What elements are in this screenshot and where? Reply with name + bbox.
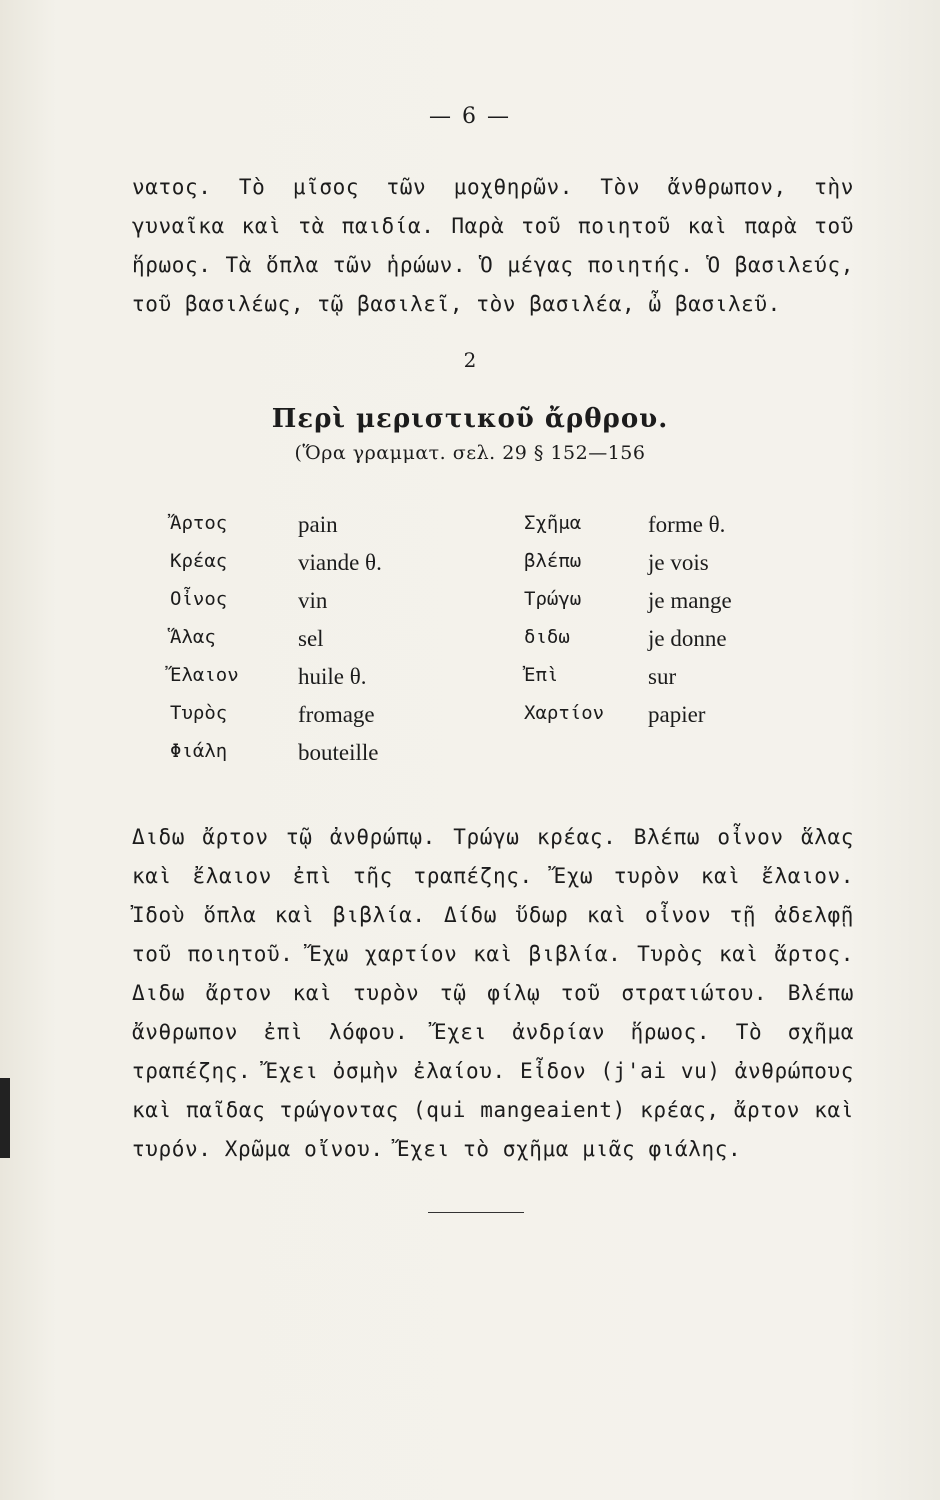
french-word: vin <box>298 588 328 613</box>
french-word: fromage <box>298 702 375 727</box>
paragraph-continuation: νατος. Τὸ μῖσος τῶν μοχθηρῶν. Τὸν ἄνθρωπον, τὴν γυναῖκα καὶ τὰ παιδία. Παρὰ τοῦ ποιητοῦ καὶ παρὰ τοῦ ἥρωος. Τὰ ὅπλα τῶν ἡρώων. Ὁ μέγας ποιητής. Ὁ βασιλεύς, τοῦ βασιλέως, τῷ βασιλεῖ, τὸν βασιλέα, ὦ βασιλεῦ. <box>132 175 854 316</box>
french-word: papier <box>648 702 706 727</box>
french-word: viande θ. <box>298 550 382 575</box>
french-word: huile θ. <box>298 664 367 689</box>
french-word: forme θ. <box>648 512 726 537</box>
greek-word: διδω <box>524 626 570 648</box>
greek-word: Κρέας <box>170 550 228 572</box>
section-title: Περὶ μεριστικοῦ ἄρθρου. <box>271 404 669 434</box>
greek-word: βλέπω <box>524 550 582 572</box>
divider-rule <box>428 1212 524 1213</box>
vocab-row <box>170 550 790 588</box>
greek-word: Τρώγω <box>524 588 582 610</box>
vocab-row <box>170 588 790 626</box>
vocabulary-list <box>170 512 790 778</box>
exercise-paragraph: Διδω ἄρτον τῷ ἀνθρώπῳ. Τρώγω κρέας. Βλέπω οἶνον ἅλας καὶ ἔλαιον ἐπὶ τῆς τραπέζης. Ἔχω τυρὸν καὶ ἔλαιον. Ἰδοὺ ὅπλα καὶ βιβλία. Δίδω ὕδωρ καὶ οἶνον τῇ ἀδελφῇ τοῦ ποιητοῦ. Ἔχω χαρτίον καὶ βιβλία. Τυρὸς καὶ ἄρτος. Διδω ἄρτον καὶ τυρὸν τῷ φίλῳ τοῦ στρατιώτου. Βλέπω ἄνθρωπον ἐπὶ λόφου. Ἔχει ἀνδρίαν ἥρωος. Τὸ σχῆμα τραπέζης. Ἔχει ὀσμὴν ἐλαίου. Εἶδον (j'ai vu) ἀνθρώπους καὶ παῖδας τρώγοντας (qui mangeaient) κρέας, ἄρτον καὶ τυρόν. Χρῶμα οἴνου. Ἔχει τὸ σχῆμα μιᾶς φιάλης. <box>132 825 854 1161</box>
french-word: je vois <box>648 550 709 575</box>
vocab-row <box>170 626 790 664</box>
french-word: je mange <box>648 588 732 613</box>
binding-edge-mark <box>0 1078 10 1158</box>
greek-word: Ἅλας <box>170 626 216 648</box>
greek-word: Ἄρτος <box>170 512 228 534</box>
greek-word: Οἶνος <box>170 588 228 610</box>
vocab-row <box>170 740 790 778</box>
greek-word: Σχῆμα <box>524 512 582 534</box>
greek-word: Ἐπὶ <box>524 664 559 686</box>
french-word: pain <box>298 512 338 537</box>
greek-word: Ἔλαιον <box>170 664 239 686</box>
french-word: bouteille <box>298 740 379 765</box>
french-word: sur <box>648 664 677 689</box>
grammar-reference: (Ὅρα γραμματ. σελ. 29 § 152—156 <box>294 442 646 464</box>
greek-word: Φιάλη <box>170 740 228 762</box>
vocab-row <box>170 512 790 550</box>
vocab-row <box>170 664 790 702</box>
vocab-row <box>170 702 790 740</box>
french-word: sel <box>298 626 324 651</box>
section-number: 2 <box>463 348 477 372</box>
greek-word: Χαρτίον <box>524 702 605 724</box>
greek-word: Τυρὸς <box>170 702 228 724</box>
french-word: je donne <box>648 626 727 651</box>
page-number-header: — 6 — <box>429 104 511 129</box>
